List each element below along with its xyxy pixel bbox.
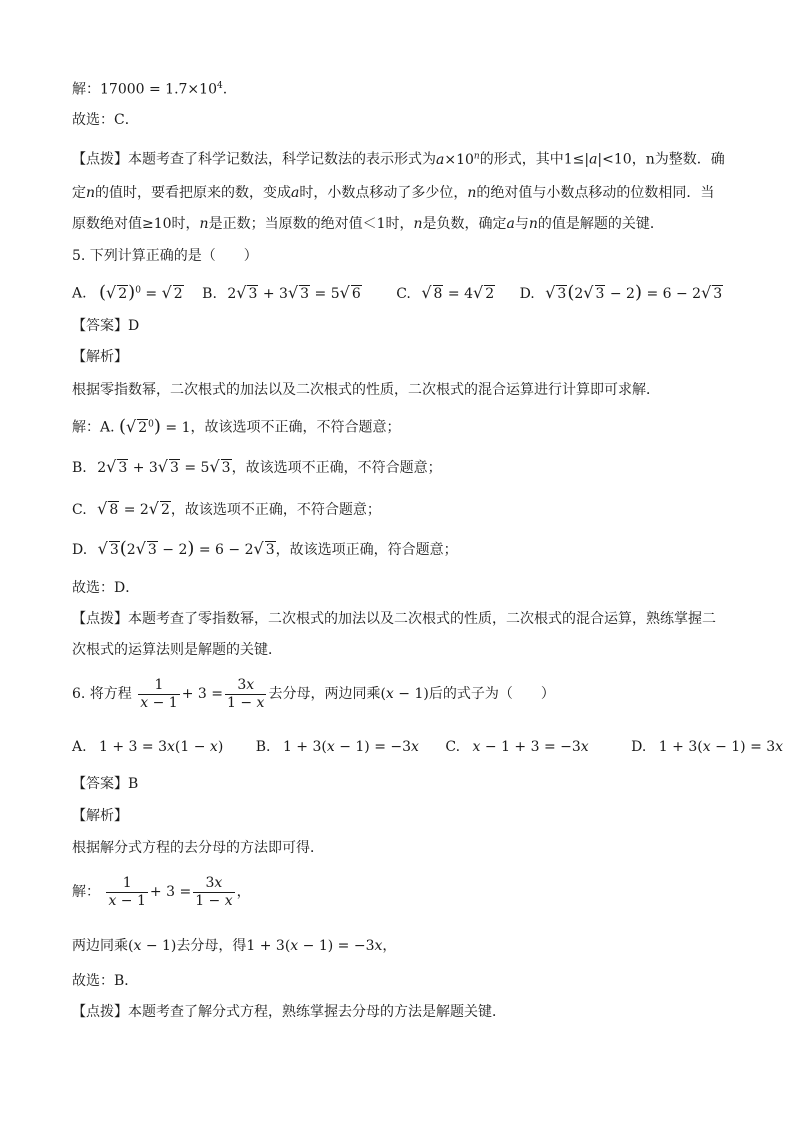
- tip-line-3: [72, 214, 664, 234]
- tip-line-1: [72, 146, 725, 170]
- var-a: a: [291, 185, 300, 201]
- var-n: n: [645, 151, 655, 168]
- solution-line: [72, 76, 227, 100]
- solution-5c: [72, 499, 381, 520]
- tip-6: 【点拨】本题考查了解分式方程，熟练掌握去分母的方法是解题关键．: [72, 1004, 506, 1020]
- var-a: a: [506, 216, 515, 232]
- option-c-label: C.: [396, 285, 411, 302]
- tip-text: 的绝对值与小数点移动的位数相同．当: [476, 185, 715, 201]
- choice-6: 故选：B．: [72, 973, 139, 989]
- analysis-5-heading: 【解析】: [72, 349, 128, 365]
- tip-text: 原数绝对值≥10时，: [72, 216, 200, 232]
- option-c-label: C.: [445, 739, 461, 755]
- step-formula: (√ $2^0) = 1$: [119, 415, 191, 437]
- fraction-3x-over-1-x: $\frac{3x}{1 - x}$: [227, 676, 265, 711]
- tip-text: 的值时，要看把原来的数，变成: [95, 185, 292, 201]
- step-label: 解：: [72, 884, 100, 900]
- solution-6b: [72, 936, 396, 956]
- step-label: B.: [72, 460, 87, 476]
- tip-text: 定: [72, 185, 86, 201]
- plus-three: + 3 =: [149, 884, 192, 900]
- question-6: [72, 676, 555, 712]
- option-a-label: A.: [72, 285, 87, 302]
- multiplier: (x − 1): [380, 686, 429, 702]
- answer-5: 【答案】D: [72, 318, 140, 334]
- option-c-formula: x − 1 + 3 = −3x: [472, 739, 589, 755]
- tip-text: 的值是解题的关键．: [537, 216, 664, 232]
- step-label: 解：A.: [72, 419, 115, 436]
- tip-text: 为整数．确: [654, 151, 725, 168]
- result-formula: 1 + 3(x − 1) = −3x: [246, 938, 383, 954]
- question-text: 6. 将方程: [72, 686, 132, 702]
- choice-line: 故选：C．: [72, 112, 139, 128]
- analysis-5-text: 根据零指数幂，二次根式的加法以及二次根式的性质，二次根式的混合运算进行计算即可求解．: [72, 382, 660, 398]
- analysis-6-heading: 【解析】: [72, 808, 128, 824]
- option-d-label: D.: [631, 739, 647, 755]
- fraction-1-over-x-1: $\frac{1}{x - 1}$: [140, 676, 178, 711]
- question-5-options: [72, 280, 723, 304]
- analysis-6-text: 根据解分式方程的去分母的方法即可得．: [72, 840, 324, 856]
- tip-line-2: [72, 183, 714, 203]
- option-a-label: A.: [72, 739, 87, 755]
- tip-text: 时，小数点移动了多少位，: [299, 185, 468, 201]
- option-b-label: B.: [202, 285, 217, 302]
- formula-a10n: $a\times 10^n$: [436, 151, 480, 168]
- option-b-label: B.: [255, 739, 271, 755]
- question-text: 去分母，两边同乘: [268, 686, 381, 702]
- tip-5-line-2: 次根式的运算法则是解题的关键．: [72, 642, 282, 658]
- step-label: C.: [72, 502, 87, 518]
- var-n: n: [413, 216, 423, 232]
- step-text: ，故该选项不正确，不符合题意；: [190, 419, 401, 436]
- formula-abs-range: 1≤|a|<10: [563, 151, 632, 168]
- tip-text: 【点拨】本题考查了科学记数法，科学记数法的表示形式为: [72, 151, 436, 168]
- step-text: ，故该选项不正确，不符合题意；: [231, 460, 442, 476]
- step-text: ，故该选项正确，符合题意；: [275, 542, 458, 558]
- option-d-label: D.: [519, 285, 535, 302]
- step-text: 去分母，得: [176, 938, 247, 954]
- step-text: ，: [382, 938, 397, 954]
- tip-text: 是负数，确定: [422, 216, 507, 232]
- option-d-formula: √ 3(2√ 3 − 2) = 6 − 2√ 3: [545, 281, 723, 303]
- period: .: [222, 81, 228, 98]
- option-c-formula: √ 8 = 4√ 2: [421, 282, 495, 302]
- solution-text: 解：17000 = 1.7×10: [72, 81, 217, 98]
- question-5: 5. 下列计算正确的是（ ）: [72, 248, 258, 264]
- var-n: n: [467, 185, 477, 201]
- solution-5d: [72, 539, 458, 560]
- step-formula: 2√ 3 + 3√ 3 = 5√ 3: [97, 457, 231, 476]
- step-text: ，: [236, 884, 251, 900]
- tip-text: ，: [631, 151, 646, 168]
- multiplier: (x − 1): [128, 938, 177, 954]
- step-formula: √ 8 = 2√ 2: [97, 499, 170, 518]
- step-formula: √ 3(2√ 3 − 2) = 6 − 2√ 3: [97, 538, 275, 559]
- option-a-formula: 1 + 3 = 3x(1 − x): [99, 739, 224, 755]
- plus-three: + 3 =: [181, 686, 223, 702]
- step-label: D.: [72, 542, 88, 558]
- var-n: n: [86, 185, 96, 201]
- var-n: n: [528, 216, 538, 232]
- fraction-1-over-x-1: $\frac{1}{x - 1}$: [108, 874, 146, 909]
- var-n: n: [199, 216, 209, 232]
- option-b-formula: 2√ 3 + 3√ 3 = 5√ 6: [227, 282, 361, 302]
- step-text: 两边同乘: [72, 938, 128, 954]
- solution-5b: [72, 457, 442, 478]
- question-text: 后的式子为（ ）: [428, 686, 555, 702]
- option-d-formula: 1 + 3(x − 1) = 3x: [658, 739, 784, 755]
- tip-5-line-1: 【点拨】本题考查了零指数幂，二次根式的加法以及二次根式的性质，二次根式的混合运算，熟练掌握二: [72, 611, 716, 627]
- question-6-options: [72, 737, 783, 757]
- solution-5a: [72, 414, 400, 438]
- option-b-formula: 1 + 3(x − 1) = −3x: [282, 739, 419, 755]
- tip-text: 与: [514, 216, 529, 232]
- fraction-3x-over-1-x: $\frac{3x}{1 - x}$: [195, 874, 233, 909]
- tip-text: 是正数；当原数的绝对值＜1时，: [208, 216, 414, 232]
- choice-5: 故选：D．: [72, 580, 140, 596]
- solution-6: [72, 874, 251, 910]
- option-a-formula: (√ 2)$^0$ = √ 2: [99, 281, 183, 303]
- step-text: ，故该选项不正确，不符合题意；: [170, 502, 381, 518]
- exponent: 4: [216, 81, 223, 91]
- answer-6: 【答案】B: [72, 776, 139, 792]
- tip-text: 的形式，其中: [479, 151, 564, 168]
